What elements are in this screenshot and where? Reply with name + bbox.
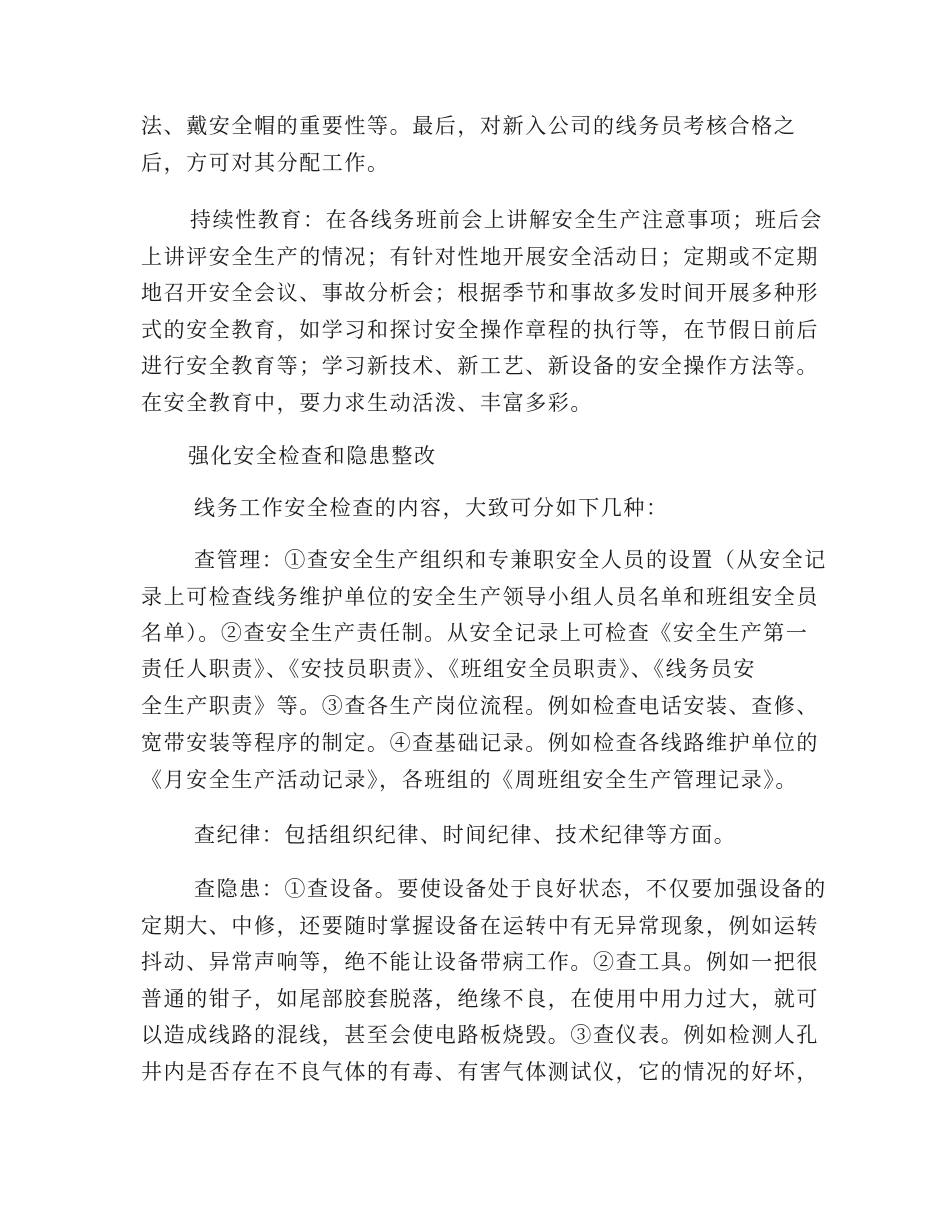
text-line: 定期大、中修，还要随时掌握设备在运转中有无异常现象，例如运转 [141, 914, 819, 938]
text-line: 法、戴安全帽的重要性等。最后，对新入公司的线务员考核合格之 [141, 114, 797, 138]
text-line: 查管理：①查安全生产组织和专兼职安全人员的设置（从安全记 [194, 548, 827, 572]
text-line: 查隐患：①查设备。要使设备处于良好状态，不仅要加强设备的 [194, 877, 827, 901]
text-line: 后，方可对其分配工作。 [141, 151, 390, 175]
text-line: 查纪律：包括组织纪律、时间纪律、技术纪律等方面。 [194, 823, 737, 847]
text-line: 在安全教育中，要力求生动活泼、丰富多彩。 [141, 391, 593, 415]
text-line: 《月安全生产活动记录》，各班组的《周班组安全生产管理记录》。 [141, 768, 798, 792]
text-line: 名单）。②查安全生产责任制。从安全记录上可检查《安全生产第一 [141, 621, 809, 645]
text-line: 式的安全教育，如学习和探讨安全操作章程的执行等，在节假日前后 [141, 318, 819, 342]
text-line: 全生产职责》等。③查各生产岗位流程。例如检查电话安装、查修、 [141, 694, 819, 718]
text-line: 以造成线路的混线，甚至会使电路板烧毁。③查仪表。例如检测人孔 [141, 1023, 819, 1047]
text-line: 地召开安全会议、事故分析会；根据季节和事故多发时间开展多种形 [141, 281, 819, 305]
text-line: 井内是否存在不良气体的有毒、有害气体测试仪，它的情况的好坏， [141, 1060, 819, 1084]
text-line: 上讲评安全生产的情况；有针对性地开展安全活动日；定期或不定期 [141, 245, 819, 269]
text-line: 抖动、异常声响等，绝不能让设备带病工作。②查工具。例如一把很 [141, 950, 819, 974]
text-line: 普通的钳子，如尾部胶套脱落，绝缘不良，在使用中用力过大，就可 [141, 987, 819, 1011]
text-line: 持续性教育：在各线务班前会上讲解安全生产注意事项；班后会 [190, 208, 823, 232]
text-line: 宽带安装等程序的制定。④查基础记录。例如检查各线路维护单位的 [141, 731, 819, 755]
text-line: 线务工作安全检查的内容，大致可分如下几种： [194, 496, 669, 520]
section-heading: 强化安全检查和隐患整改 [188, 444, 437, 468]
text-line: 录上可检查线务维护单位的安全生产领导小组人员名单和班组安全员 [141, 585, 819, 609]
text-line: 责任人职责》、《安技员职责》、《班组安全员职责》、《线务员安 [141, 657, 756, 681]
text-line: 进行安全教育等；学习新技术、新工艺、新设备的安全操作方法等。 [141, 354, 819, 378]
